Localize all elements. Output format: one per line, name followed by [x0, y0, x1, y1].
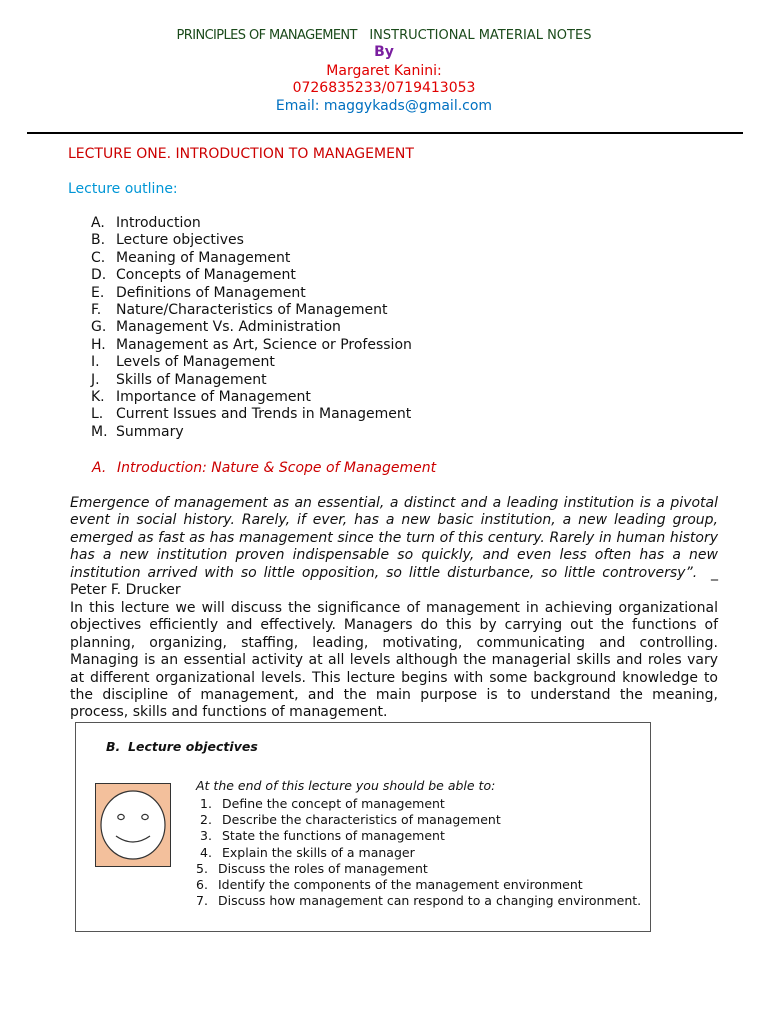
outline-letter: K. — [91, 389, 105, 406]
outline-letter: E. — [91, 284, 105, 301]
intro-paragraph: In this lecture we will discuss the significance of management in achieving organizational objectives efficiently and effectively. Managers do this by carrying out the functions of planning, organizing, staffing, leading, motivating, communicating and controlling. Managing is an essential activity at all levels although the managerial skills and roles vary at different organizational levels. This lecture begins with some background knowledge to the discipline of management, and the main purpose is to understand the meaning, process, skills and functions of management. — [70, 600, 718, 721]
outline-item — [91, 406, 412, 423]
section-a-letter: A. — [92, 460, 107, 476]
outline-letter: I. — [91, 354, 100, 371]
outline-item — [91, 337, 412, 354]
outline-text: Definitions of Management — [116, 284, 306, 301]
drucker-quote — [70, 495, 718, 599]
outline-list — [91, 215, 412, 441]
objective-number: 4. — [200, 844, 212, 860]
objective-item — [196, 861, 641, 877]
outline-item — [91, 319, 412, 336]
outline-text: Concepts of Management — [116, 267, 296, 284]
outline-letter: B. — [91, 232, 106, 249]
outline-letter: F. — [91, 302, 102, 319]
objectives-title: Lecture objectives — [128, 739, 258, 754]
objective-text: Define the concept of management — [222, 796, 445, 811]
outline-letter: M. — [91, 423, 108, 440]
objectives-intro: At the end of this lecture you should be able to: — [196, 778, 496, 793]
section-a-title: Introduction: Nature & Scope of Management — [117, 460, 437, 476]
course-header — [0, 28, 768, 43]
quote-text: Emergence of management as an essential, a distinct and a leading institution is a pivotal event in social history. Rarely, if ever, has a new basic institution, a new leading group, emerged as fast as has management since the turn of this century. Rarely in human history has a new institution proven indispensable so quickly, and even less often has a new institution arrived with so little opposition, so little disturbance, so little controversy”. — [70, 495, 718, 581]
outline-text: Management Vs. Administration — [116, 319, 341, 336]
objective-number: 1. — [200, 796, 212, 811]
objective-text: Discuss how management can respond to a changing environment. — [218, 893, 642, 909]
outline-text: Summary — [116, 423, 184, 440]
objective-number: 7. — [196, 893, 208, 909]
outline-letter: G. — [91, 319, 107, 336]
objective-text: Explain the skills of a manager — [222, 844, 415, 860]
outline-item — [91, 232, 412, 249]
outline-item — [91, 267, 412, 284]
outline-text: Skills of Management — [116, 371, 267, 388]
objective-item — [196, 877, 641, 893]
outline-letter: C. — [91, 249, 106, 266]
outline-text: Current Issues and Trends in Management — [116, 406, 412, 423]
section-a-heading — [92, 460, 436, 476]
smiley-face-icon — [95, 783, 171, 867]
outline-text: Importance of Management — [116, 389, 311, 406]
outline-text: Levels of Management — [116, 354, 275, 371]
outline-letter: J. — [91, 371, 100, 388]
objective-item — [200, 845, 641, 861]
objective-item — [200, 796, 641, 812]
outline-item — [91, 354, 412, 371]
outline-item — [91, 285, 412, 302]
outline-item — [91, 372, 412, 389]
course-title: PRINCIPLES OF MANAGEMENT — [176, 28, 357, 43]
objective-text: Discuss the roles of management — [218, 860, 428, 876]
objective-number: 6. — [196, 877, 208, 893]
lecture-title: LECTURE ONE. INTRODUCTION TO MANAGEMENT — [68, 146, 414, 162]
objectives-letter: B. — [106, 739, 121, 754]
by-line: By — [374, 44, 394, 60]
outline-item — [91, 250, 412, 267]
outline-text: Management as Art, Science or Profession — [116, 336, 412, 353]
objective-number: 5. — [196, 860, 208, 876]
objective-number: 3. — [200, 828, 212, 844]
outline-item — [91, 389, 412, 406]
objective-number: 2. — [200, 812, 212, 828]
author-email: Email: maggykads@gmail.com — [275, 98, 493, 114]
objective-item — [200, 812, 641, 828]
outline-item — [91, 302, 412, 319]
notes-title: INSTRUCTIONAL MATERIAL NOTES — [369, 28, 592, 43]
outline-letter: H. — [91, 336, 106, 353]
author-name: Margaret Kanini: — [326, 63, 442, 79]
objective-text: State the functions of management — [222, 828, 445, 844]
objective-text: Describe the characteristics of management — [222, 812, 501, 828]
outline-text: Lecture objectives — [116, 232, 244, 249]
outline-letter: D. — [91, 267, 107, 284]
outline-text: Meaning of Management — [116, 249, 291, 266]
objectives-heading — [106, 739, 258, 754]
objectives-box — [75, 722, 651, 932]
objective-item — [196, 893, 641, 909]
quote-author: _ Peter F. Drucker — [70, 564, 719, 599]
outline-item — [91, 215, 412, 232]
outline-text: Nature/Characteristics of Management — [116, 302, 388, 319]
objectives-list — [196, 796, 642, 909]
outline-heading: Lecture outline: — [68, 181, 178, 197]
outline-letter: A. — [91, 215, 105, 231]
outline-text: Introduction — [116, 215, 201, 231]
outline-item — [91, 424, 412, 441]
outline-letter: L. — [91, 406, 104, 423]
author-phone: 0726835233/0719413053 — [292, 80, 476, 96]
header-divider — [27, 132, 743, 134]
objective-text: Identify the components of the management environment — [218, 877, 583, 893]
objective-item — [200, 828, 641, 844]
